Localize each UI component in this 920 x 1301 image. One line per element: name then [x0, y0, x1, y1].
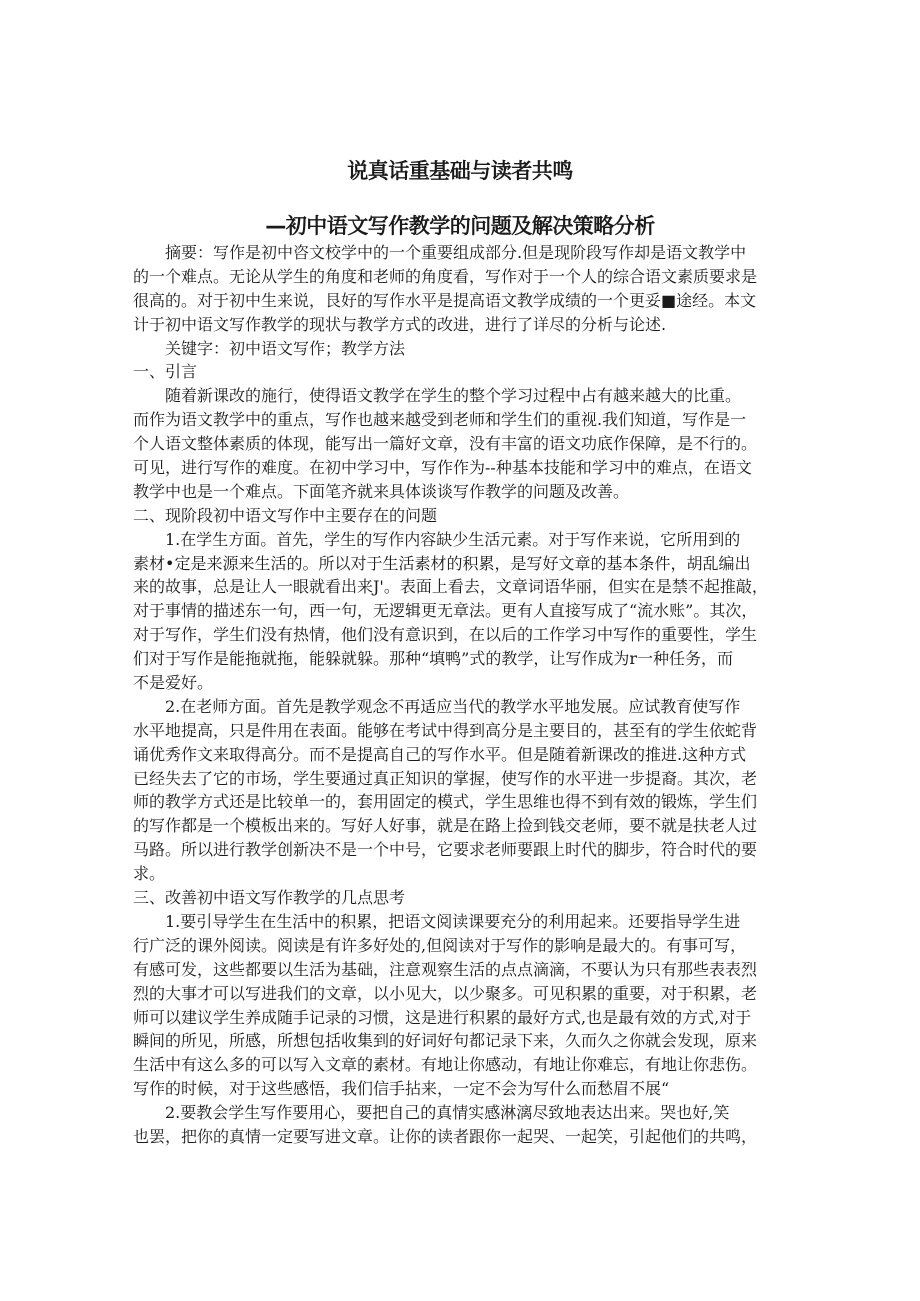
- text-line: 们对于写作是能拖就拖，能躲就躲。那种“填鸭”式的教学，让写作成为r一种任务，而: [133, 649, 734, 669]
- text-line: 有感可发，这些都要以生活为基础，注意观察生活的点点滴滴，不要认为只有那些表表烈: [133, 959, 758, 979]
- text-line: 2.在老师方面。首先是教学观念不再适应当代的教学水平地发展。应试教育使写作: [133, 696, 741, 716]
- text-line: 求。: [133, 864, 166, 884]
- text-line: 行广泛的课外阅读。阅读是有许多好处的,但阅读对于写作的影响是最大的。有事可写，: [133, 935, 747, 955]
- text-line: 烈的大事才可以写进我们的文章，以小见大，以少聚多。可见积累的重要，对于积累，老: [133, 983, 758, 1003]
- document-body: [133, 241, 793, 1149]
- text-line: 1.在学生方面。首先，学生的写作内容缺少生活元素。对于写作来说，它所用到的: [133, 529, 741, 549]
- text-line: 水平地提高，只是件用在表面。能够在考试中得到高分是主要目的，甚至有的学生依蛇背: [133, 720, 758, 740]
- text-line: 瞬间的所见，所感，所想包括收集到的好词好句都记录下来，久而久之你就会发现，原来: [133, 1031, 758, 1051]
- text-line: 教学中也是一个难点。下面笔齐就来具体谈谈写作教学的问题及改善。: [133, 481, 630, 501]
- text-line: 二、现阶段初中语文写作中主要存在的问题: [133, 505, 438, 525]
- text-line: 而作为语文教学中的重点，写作也越来越受到老师和学生们的重视.我们知道，写作是一: [133, 410, 747, 430]
- text-line: 对于事情的描述东一句，西一句，无逻辑更无章法。更有人直接写成了“流水账”。其次，: [133, 601, 758, 621]
- text-line: 生活中有这么多的可以写入文章的素材。有地让你感动，有地让你难忘，有地让你悲伤。: [133, 1055, 758, 1075]
- text-line: 写作的时候，对于这些感悟，我们信手拈来，一定不会为写什么而愁眉不展“: [133, 1079, 670, 1099]
- text-line: 1.要引导学生在生活中的积累，把语文阅读课要充分的利用起来。还要指导学生进: [133, 911, 741, 931]
- text-line: 2.要教会学生写作要用心，要把自己的真情实感淋漓尽致地表达出来。哭也好,笑: [133, 1103, 730, 1123]
- text-line: 很高的。对于初中生来说，艮好的写作水平是提高语文教学成绩的一个更妥■途经。本文: [133, 290, 757, 310]
- text-line: 也罢，把你的真情一定要写进文章。让你的读者跟你一起哭、一起笑，引起他们的共鸣，: [133, 1126, 758, 1146]
- text-line: 师的教学方式还是比较单一的，套用固定的模式，学生思维也得不到有效的锻炼，学生们: [133, 792, 758, 812]
- text-line: 诵优秀作文来取得高分。而不是提高自己的写作水平。但是随着新课改的推进.这种方式: [133, 744, 747, 764]
- document-title: 说真话重基础与读者共鸣: [347, 159, 573, 183]
- text-line: 师可以建议学生养成随手记录的习惯，这是进行积累的最好方式,也是最有效的方式,对于: [133, 1007, 752, 1027]
- text-line: 摘要：写作是初中咨文校学中的一个重要组成部分.但是现阶段写作却是语文教学中: [133, 243, 747, 262]
- text-line: 素材•定是来源来生活的。所以对于生活素材的积累，是写好文章的基本条件，胡乱编出: [133, 553, 751, 573]
- text-line: 计于初中语文写作教学的现状与教学方式的改进，进行了详尽的分析与论述.: [133, 314, 667, 334]
- text-line: 一、引言: [133, 362, 198, 382]
- text-line: 三、改善初中语文写作教学的几点思考: [133, 888, 406, 908]
- document-subtitle: —初中语文写作教学的问题及解决策略分析: [265, 214, 655, 238]
- text-line: 的写作都是一个模板出来的。写好人好事，就是在路上捡到钱交老师，要不就是扶老人过: [133, 816, 758, 836]
- text-line: 来的故事，总是让人一眼就看出来J'。表面上看去，文章词语华丽，但实在是禁不起推敲，: [133, 577, 768, 597]
- text-line: 可见，进行写作的难度。在初中学习中，写作作为--种基本技能和学习中的难点，在语文: [133, 458, 752, 478]
- text-line: 已经失去了它的市场，学生要通过真正知识的掌握，使写作的水平进一步提裔。其次，老: [133, 768, 758, 788]
- text-line: 关键字：初中语文写作；教学方法: [133, 338, 406, 358]
- text-line: 不是爱好。: [133, 673, 214, 693]
- text-line: 对于写作，学生们没有热情，他们没有意识到，在以后的工作学习中写作的重要性，学生: [133, 625, 758, 645]
- text-line: 随着新课改的施行，使得语文教学在学生的整个学习过程中占有越来越大的比重。: [133, 386, 742, 406]
- text-line: 马路。所以进行教学创新决不是一个中号，它要求老师要跟上时代的脚步，符合时代的要: [133, 840, 758, 860]
- text-line: 的一个难点。无论从学生的角度和老师的角度看，写作对于一个人的综合语文素质要求是: [133, 266, 758, 286]
- text-line: 个人语文整体素质的体现，能写出一篇好文章，没有丰富的语文功底作保障，是不行的。: [133, 434, 758, 454]
